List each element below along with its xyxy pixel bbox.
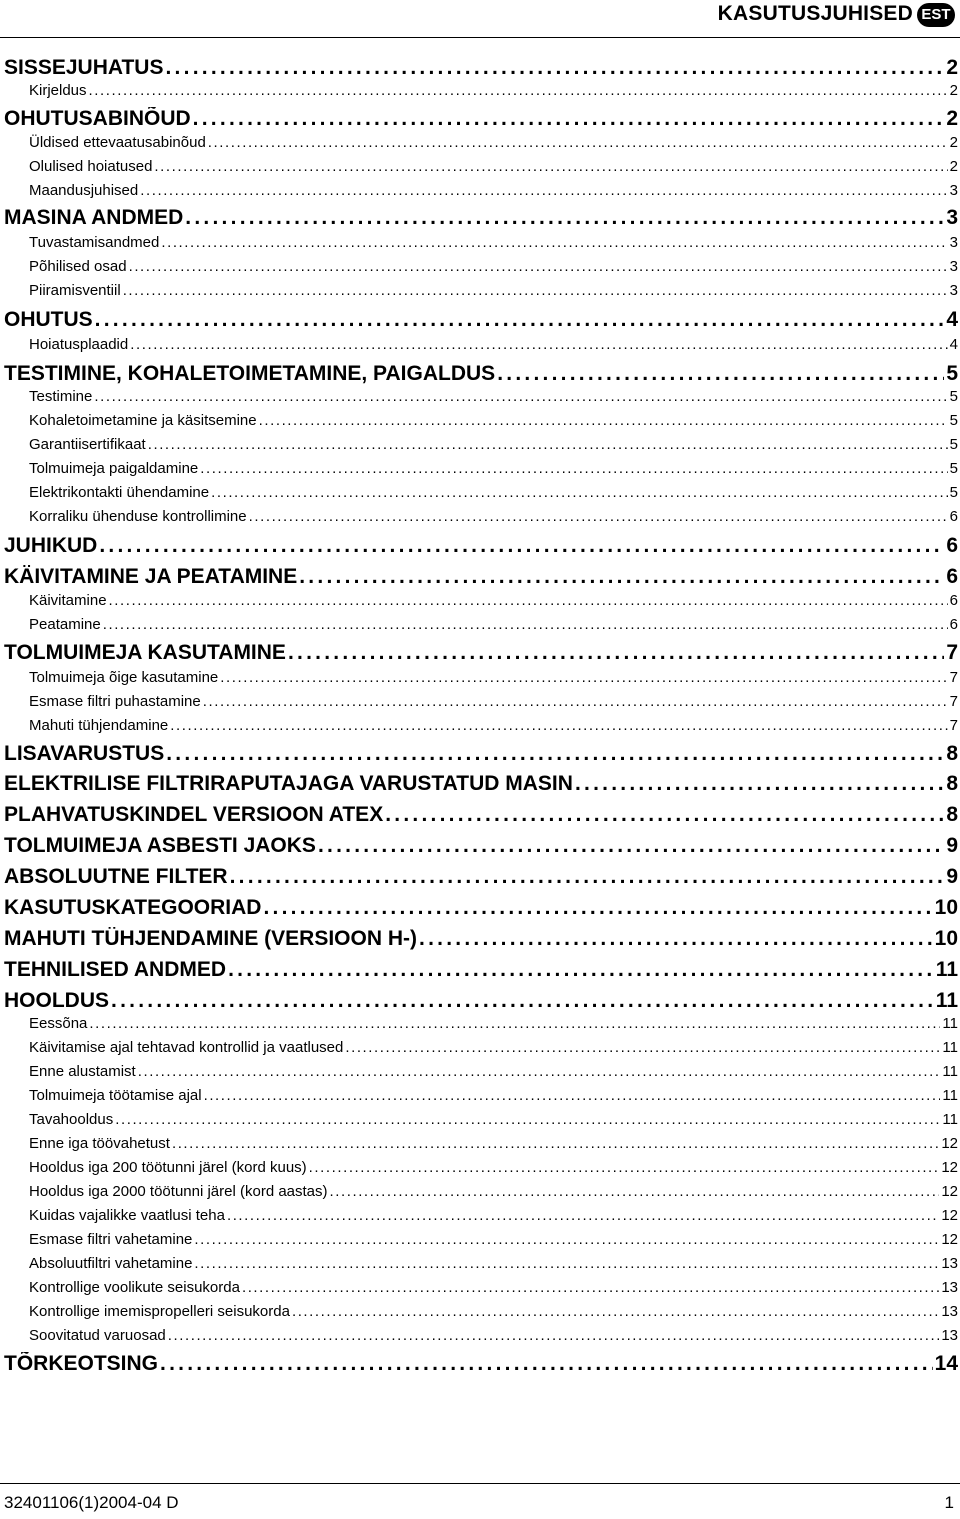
- toc-subsection-entry: [29, 388, 958, 408]
- dot-leader: [166, 742, 944, 766]
- dot-leader: [194, 1231, 939, 1248]
- dot-leader: [99, 534, 944, 558]
- toc-section-entry: [4, 206, 958, 232]
- dot-leader: [497, 362, 944, 386]
- toc-subsection-entry: [29, 234, 958, 254]
- toc-section-entry: [4, 565, 958, 591]
- dot-leader: [115, 1111, 940, 1128]
- dot-leader: [130, 336, 947, 353]
- toc-section-entry: [4, 56, 958, 82]
- dot-leader: [249, 508, 948, 525]
- toc-entry-title: LISAVARUSTUS: [4, 742, 165, 765]
- toc-subsection-entry: [29, 282, 958, 302]
- toc-entry-page: 9: [946, 865, 958, 888]
- toc-entry-title: Elektrikontakti ühendamine: [29, 484, 210, 501]
- dot-leader: [172, 1135, 939, 1152]
- dot-leader: [111, 989, 934, 1013]
- toc-entry-page: 13: [941, 1255, 958, 1272]
- toc-entry-title: Kirjeldus: [29, 82, 87, 99]
- dot-leader: [89, 82, 948, 99]
- dot-leader: [204, 1087, 941, 1104]
- toc-entry-title: MASINA ANDMED: [4, 206, 184, 229]
- dot-leader: [148, 436, 948, 453]
- toc-entry-title: Kohaletoimetamine ja käsitsemine: [29, 412, 257, 429]
- dot-leader: [168, 1327, 940, 1344]
- dot-leader: [318, 834, 944, 858]
- toc-entry-page: 7: [949, 693, 958, 710]
- toc-section-entry: [4, 308, 958, 334]
- toc-entry-title: Maandusjuhised: [29, 182, 139, 199]
- toc-subsection-entry: [29, 1159, 958, 1179]
- dot-leader: [208, 134, 948, 151]
- toc-entry-page: 5: [949, 484, 958, 501]
- toc-entry-title: Olulised hoiatused: [29, 158, 153, 175]
- toc-entry-page: 11: [942, 1063, 958, 1080]
- toc-entry-page: 12: [941, 1159, 958, 1176]
- toc-entry-title: ABSOLUUTNE FILTER: [4, 865, 228, 888]
- dot-leader: [165, 56, 944, 80]
- toc-entry-page: 11: [935, 958, 958, 981]
- toc-subsection-entry: [29, 158, 958, 178]
- toc-entry-title: Käivitamise ajal tehtavad kontrollid ja vaatlused: [29, 1039, 344, 1056]
- toc-subsection-entry: [29, 258, 958, 278]
- toc-entry-title: Kontrollige voolikute seisukorda: [29, 1279, 240, 1296]
- dot-leader: [299, 565, 944, 589]
- toc-section-entry: [4, 896, 958, 922]
- dot-leader: [309, 1159, 940, 1176]
- toc-entry-page: 3: [949, 234, 958, 251]
- toc-section-entry: [4, 107, 958, 133]
- dot-leader: [123, 282, 948, 299]
- toc-subsection-entry: [29, 82, 958, 102]
- toc-entry-page: 2: [946, 56, 958, 79]
- dot-leader: [211, 484, 948, 501]
- dot-leader: [160, 1352, 933, 1376]
- dot-leader: [185, 206, 944, 230]
- toc-entry-title: OHUTUSABINÕUD: [4, 107, 191, 130]
- toc-entry-title: TOLMUIMEJA ASBESTI JAOKS: [4, 834, 316, 857]
- toc-entry-page: 11: [935, 989, 958, 1012]
- toc-entry-page: 5: [949, 436, 958, 453]
- toc-subsection-entry: [29, 412, 958, 432]
- toc-entry-title: Enne iga töövahetust: [29, 1135, 170, 1152]
- toc-entry-title: Käivitamine: [29, 592, 107, 609]
- footer-divider: [0, 1483, 960, 1484]
- dot-leader: [575, 772, 944, 796]
- toc-subsection-entry: [29, 1087, 958, 1107]
- toc-section-entry: [4, 834, 958, 860]
- toc-subsection-entry: [29, 693, 958, 713]
- toc-section-entry: [4, 803, 958, 829]
- toc-section-entry: [4, 772, 958, 798]
- toc-entry-title: Põhilised osad: [29, 258, 127, 275]
- toc-entry-title: KASUTUSKATEGOORIAD: [4, 896, 262, 919]
- toc-subsection-entry: [29, 182, 958, 202]
- page-number: 1: [944, 1493, 954, 1512]
- toc-subsection-entry: [29, 1327, 958, 1347]
- dot-leader: [154, 158, 947, 175]
- toc-entry-title: Üldised ettevaatusabinõud: [29, 134, 206, 151]
- toc-subsection-entry: [29, 1039, 958, 1059]
- toc-subsection-entry: [29, 1063, 958, 1083]
- toc-entry-page: 7: [946, 641, 958, 664]
- toc-entry-title: Testimine: [29, 388, 93, 405]
- dot-leader: [288, 641, 944, 665]
- toc-subsection-entry: [29, 592, 958, 612]
- dot-leader: [203, 693, 948, 710]
- toc-entry-page: 11: [942, 1039, 958, 1056]
- toc-subsection-entry: [29, 436, 958, 456]
- toc-subsection-entry: [29, 484, 958, 504]
- toc-entry-page: 5: [949, 412, 958, 429]
- toc-section-entry: [4, 865, 958, 891]
- toc-entry-page: 5: [949, 460, 958, 477]
- toc-entry-title: OHUTUS: [4, 308, 93, 331]
- dot-leader: [95, 308, 945, 332]
- toc-entry-page: 9: [946, 834, 958, 857]
- toc-entry-title: Enne alustamist: [29, 1063, 136, 1080]
- dot-leader: [94, 388, 947, 405]
- toc-entry-title: Korraliku ühenduse kontrollimine: [29, 508, 247, 525]
- toc-subsection-entry: [29, 1015, 958, 1035]
- dot-leader: [220, 669, 947, 686]
- toc-entry-page: 13: [941, 1279, 958, 1296]
- toc-entry-page: 2: [949, 82, 958, 99]
- dot-leader: [89, 1015, 940, 1032]
- toc-entry-title: Kuidas vajalikke vaatlusi teha: [29, 1207, 225, 1224]
- toc-entry-title: Tolmuimeja õige kasutamine: [29, 669, 219, 686]
- toc-subsection-entry: [29, 1303, 958, 1323]
- toc-entry-page: 4: [946, 308, 958, 331]
- toc-entry-page: 3: [949, 258, 958, 275]
- toc-section-entry: [4, 742, 958, 768]
- toc-subsection-entry: [29, 1207, 958, 1227]
- toc-entry-page: 11: [942, 1111, 958, 1128]
- toc-entry-page: 8: [946, 772, 958, 795]
- toc-entry-page: 7: [949, 717, 958, 734]
- toc-section-entry: [4, 641, 958, 667]
- toc-entry-title: MAHUTI TÜHJENDAMINE (VERSIOON H-): [4, 927, 417, 950]
- toc-entry-title: TÕRKEOTSING: [4, 1352, 159, 1375]
- language-badge: EST: [917, 3, 955, 27]
- toc-entry-page: 5: [946, 362, 958, 385]
- toc-entry-title: Esmase filtri puhastamine: [29, 693, 201, 710]
- document-code: 32401106(1)2004-04 D: [4, 1493, 179, 1512]
- toc-entry-page: 3: [949, 182, 958, 199]
- toc-entry-title: Piiramisventiil: [29, 282, 121, 299]
- toc-entry-title: SISSEJUHATUS: [4, 56, 164, 79]
- toc-subsection-entry: [29, 1279, 958, 1299]
- toc-subsection-entry: [29, 336, 958, 356]
- toc-entry-title: Eessõna: [29, 1015, 88, 1032]
- toc-entry-title: TEHNILISED ANDMED: [4, 958, 227, 981]
- toc-entry-title: Soovitatud varuosad: [29, 1327, 166, 1344]
- toc-subsection-entry: [29, 717, 958, 737]
- toc-entry-page: 13: [941, 1303, 958, 1320]
- toc-entry-page: 12: [941, 1231, 958, 1248]
- toc-entry-title: JUHIKUD: [4, 534, 98, 557]
- toc-entry-page: 8: [946, 803, 958, 826]
- toc-entry-page: 4: [949, 336, 958, 353]
- toc-entry-page: 5: [949, 388, 958, 405]
- toc-entry-title: Esmase filtri vahetamine: [29, 1231, 193, 1248]
- dot-leader: [345, 1039, 940, 1056]
- toc-subsection-entry: [29, 1135, 958, 1155]
- toc-entry-title: Tavahooldus: [29, 1111, 114, 1128]
- toc-section-entry: [4, 1352, 958, 1378]
- dot-leader: [263, 896, 932, 920]
- toc-entry-title: TOLMUIMEJA KASUTAMINE: [4, 641, 286, 664]
- dot-leader: [227, 1207, 939, 1224]
- dot-leader: [292, 1303, 939, 1320]
- toc-entry-page: 3: [946, 206, 958, 229]
- toc-subsection-entry: [29, 460, 958, 480]
- dot-leader: [230, 865, 945, 889]
- toc-entry-page: 13: [941, 1327, 958, 1344]
- dot-leader: [129, 258, 948, 275]
- toc-entry-title: TESTIMINE, KOHALETOIMETAMINE, PAIGALDUS: [4, 362, 496, 385]
- dot-leader: [161, 234, 947, 251]
- dot-leader: [170, 717, 947, 734]
- toc-entry-page: 3: [949, 282, 958, 299]
- toc-entry-page: 2: [946, 107, 958, 130]
- toc-subsection-entry: [29, 1111, 958, 1131]
- toc-entry-page: 6: [949, 508, 958, 525]
- toc-subsection-entry: [29, 616, 958, 636]
- dot-leader: [194, 1255, 939, 1272]
- toc-entry-page: 10: [934, 896, 958, 919]
- toc-entry-page: 14: [934, 1352, 958, 1375]
- toc-entry-title: Peatamine: [29, 616, 101, 633]
- dot-leader: [385, 803, 944, 827]
- toc-section-entry: [4, 958, 958, 984]
- toc-entry-title: ELEKTRILISE FILTRIRAPUTAJAGA VARUSTATUD MASIN: [4, 772, 573, 795]
- dot-leader: [419, 927, 933, 951]
- toc-entry-page: 7: [949, 669, 958, 686]
- toc-subsection-entry: [29, 1255, 958, 1275]
- dot-leader: [193, 107, 945, 131]
- dot-leader: [228, 958, 934, 982]
- toc-entry-title: KÄIVITAMINE JA PEATAMINE: [4, 565, 298, 588]
- toc-entry-page: 6: [949, 616, 958, 633]
- document-title: KASUTUSJUHISED: [717, 2, 913, 25]
- dot-leader: [109, 592, 948, 609]
- dot-leader: [330, 1183, 940, 1200]
- dot-leader: [242, 1279, 939, 1296]
- toc-subsection-entry: [29, 134, 958, 154]
- toc-section-entry: [4, 534, 958, 560]
- toc-entry-title: PLAHVATUSKINDEL VERSIOON ATEX: [4, 803, 384, 826]
- toc-section-entry: [4, 989, 958, 1015]
- toc-section-entry: [4, 927, 958, 953]
- toc-section-entry: [4, 362, 958, 388]
- toc-entry-title: Mahuti tühjendamine: [29, 717, 169, 734]
- toc-entry-page: 2: [949, 158, 958, 175]
- toc-entry-title: Kontrollige imemispropelleri seisukorda: [29, 1303, 290, 1320]
- toc-entry-page: 6: [949, 592, 958, 609]
- toc-entry-title: Tolmuimeja töötamise ajal: [29, 1087, 202, 1104]
- toc-subsection-entry: [29, 508, 958, 528]
- toc-entry-title: Hooldus iga 2000 töötunni järel (kord aastas): [29, 1183, 328, 1200]
- dot-leader: [140, 182, 947, 199]
- toc-entry-title: Hoiatusplaadid: [29, 336, 129, 353]
- toc-entry-page: 2: [949, 134, 958, 151]
- toc-entry-page: 12: [941, 1135, 958, 1152]
- toc-entry-page: 10: [934, 927, 958, 950]
- toc-entry-title: HOOLDUS: [4, 989, 109, 1012]
- dot-leader: [103, 616, 948, 633]
- toc-entry-title: Hooldus iga 200 töötunni järel (kord kuus): [29, 1159, 307, 1176]
- toc-entry-page: 11: [942, 1015, 958, 1032]
- toc-entry-title: Garantiisertifikaat: [29, 436, 146, 453]
- toc-entry-title: Tolmuimeja paigaldamine: [29, 460, 199, 477]
- toc-entry-title: Absoluutfiltri vahetamine: [29, 1255, 193, 1272]
- dot-leader: [259, 412, 948, 429]
- toc-subsection-entry: [29, 1231, 958, 1251]
- dot-leader: [138, 1063, 941, 1080]
- toc-entry-page: 8: [946, 742, 958, 765]
- toc-entry-page: 6: [946, 565, 958, 588]
- toc-subsection-entry: [29, 1183, 958, 1203]
- toc-entry-title: Tuvastamisandmed: [29, 234, 160, 251]
- toc-entry-page: 6: [946, 534, 958, 557]
- toc-entry-page: 12: [941, 1207, 958, 1224]
- toc-entry-page: 12: [941, 1183, 958, 1200]
- dot-leader: [200, 460, 947, 477]
- toc-subsection-entry: [29, 669, 958, 689]
- toc-entry-page: 11: [942, 1087, 958, 1104]
